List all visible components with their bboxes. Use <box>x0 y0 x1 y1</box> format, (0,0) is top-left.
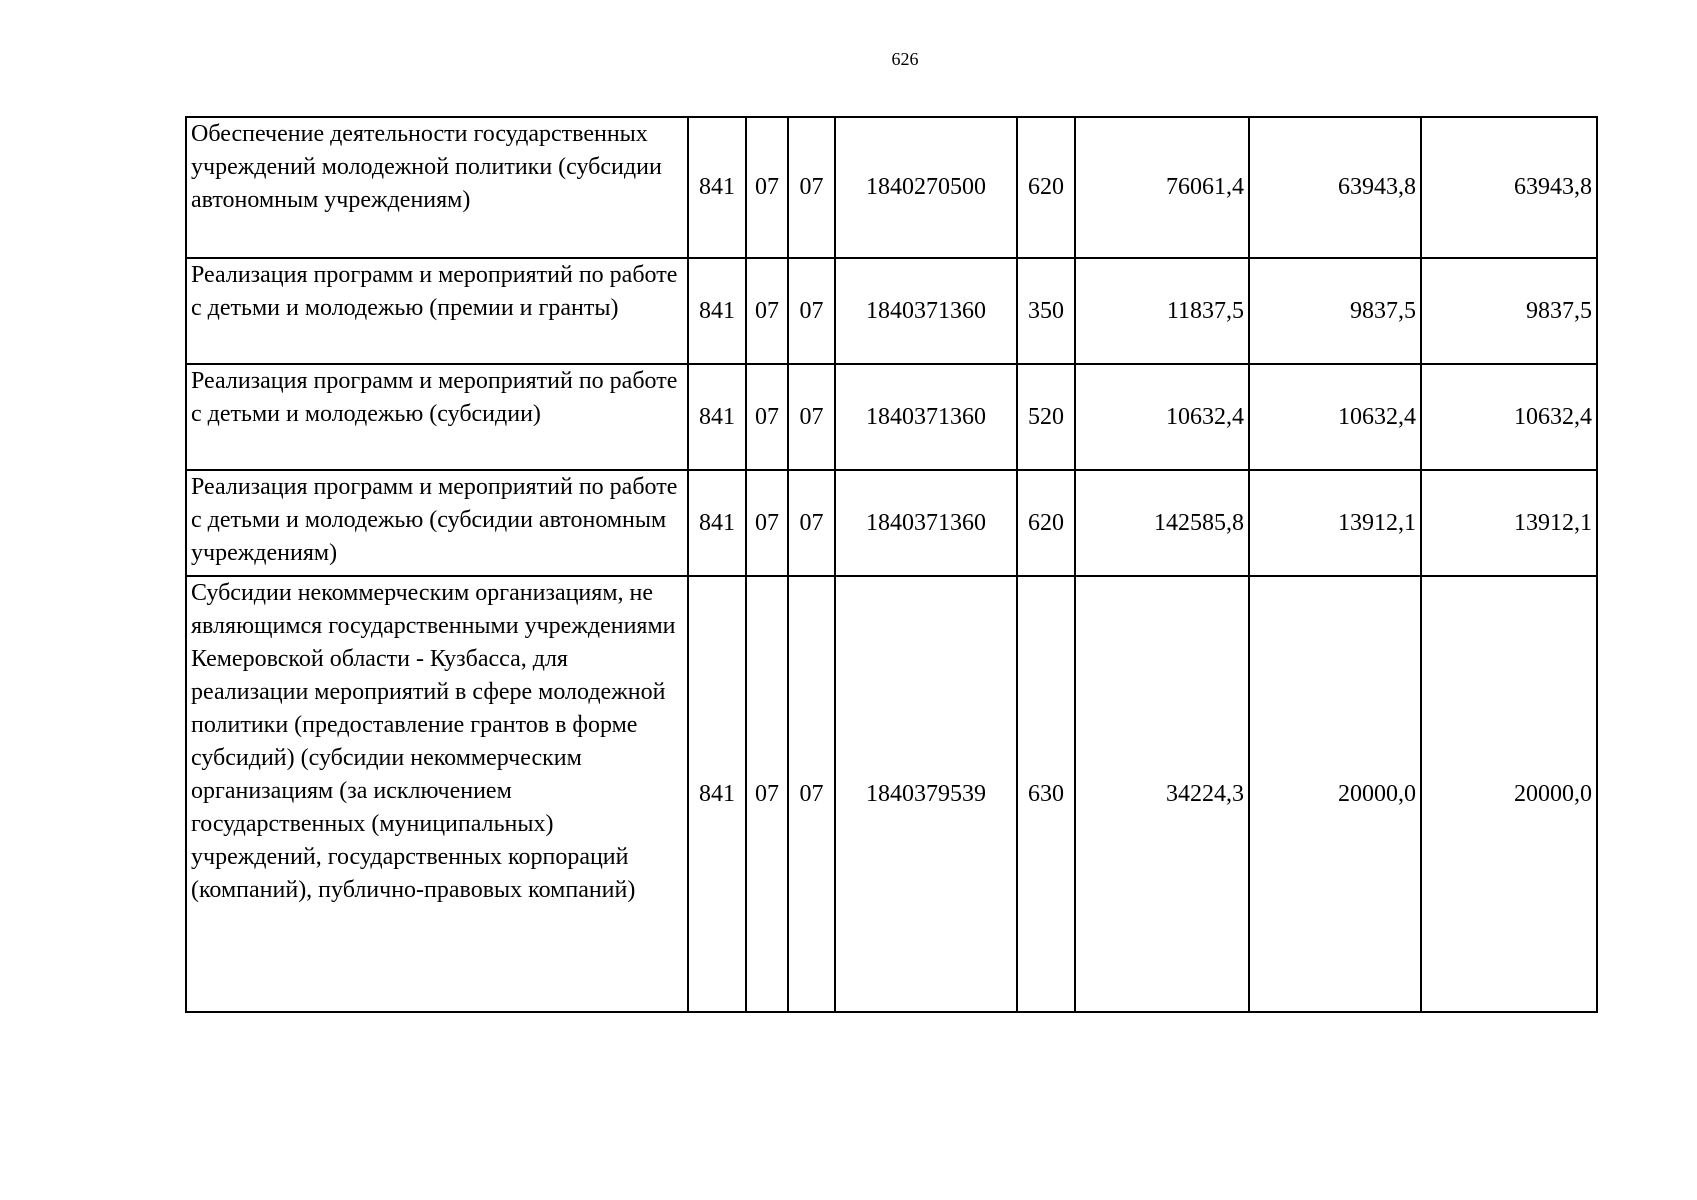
amount-year-3: 13912,1 <box>1421 470 1597 576</box>
subsection-code: 07 <box>788 576 835 1012</box>
target-article-code: 1840371360 <box>835 470 1017 576</box>
amount-year-2: 20000,0 <box>1249 576 1421 1012</box>
expense-type-code: 630 <box>1017 576 1075 1012</box>
amount-year-1: 34224,3 <box>1075 576 1249 1012</box>
section-code: 07 <box>746 364 788 470</box>
section-code: 07 <box>746 470 788 576</box>
amount-year-1: 10632,4 <box>1075 364 1249 470</box>
table-row <box>186 470 1597 576</box>
target-article-code: 1840379539 <box>835 576 1017 1012</box>
expense-type-code: 620 <box>1017 117 1075 258</box>
budget-table <box>185 116 1598 1013</box>
amount-year-2: 10632,4 <box>1249 364 1421 470</box>
amount-year-3: 63943,8 <box>1421 117 1597 258</box>
row-description: Реализация программ и мероприятий по работе с детьми и молодежью (субсидии автономным учреждениям) <box>186 470 688 576</box>
expense-type-code: 620 <box>1017 470 1075 576</box>
row-description: Реализация программ и мероприятий по работе с детьми и молодежью (субсидии) <box>186 364 688 470</box>
ministry-code: 841 <box>688 576 746 1012</box>
amount-year-2: 9837,5 <box>1249 258 1421 364</box>
row-description: Реализация программ и мероприятий по работе с детьми и молодежью (премии и гранты) <box>186 258 688 364</box>
amount-year-2: 63943,8 <box>1249 117 1421 258</box>
row-description: Субсидии некоммерческим организациям, не являющимся государственными учреждениями Кемеровской области - Кузбасса, для реализации мероприятий в сфере молодежной политики (предоставление грантов в форме субсидий) (субсидии некоммерческим организациям (за исключением государственных (муниципальных) учреждений, государственных корпораций (компаний), публично-правовых компаний) <box>186 576 688 1012</box>
page-number: 626 <box>891 49 919 69</box>
expense-type-code: 350 <box>1017 258 1075 364</box>
table-row <box>186 364 1597 470</box>
amount-year-1: 11837,5 <box>1075 258 1249 364</box>
expense-type-code: 520 <box>1017 364 1075 470</box>
amount-year-2: 13912,1 <box>1249 470 1421 576</box>
table-row <box>186 576 1597 1012</box>
amount-year-1: 76061,4 <box>1075 117 1249 258</box>
target-article-code: 1840371360 <box>835 258 1017 364</box>
ministry-code: 841 <box>688 258 746 364</box>
table-row <box>186 258 1597 364</box>
subsection-code: 07 <box>788 258 835 364</box>
target-article-code: 1840371360 <box>835 364 1017 470</box>
amount-year-3: 9837,5 <box>1421 258 1597 364</box>
amount-year-3: 20000,0 <box>1421 576 1597 1012</box>
amount-year-3: 10632,4 <box>1421 364 1597 470</box>
section-code: 07 <box>746 258 788 364</box>
row-description: Обеспечение деятельности государственных учреждений молодежной политики (субсидии автономным учреждениям) <box>186 117 688 258</box>
subsection-code: 07 <box>788 470 835 576</box>
ministry-code: 841 <box>688 117 746 258</box>
table-row <box>186 117 1597 258</box>
section-code: 07 <box>746 117 788 258</box>
subsection-code: 07 <box>788 117 835 258</box>
subsection-code: 07 <box>788 364 835 470</box>
ministry-code: 841 <box>688 364 746 470</box>
ministry-code: 841 <box>688 470 746 576</box>
section-code: 07 <box>746 576 788 1012</box>
target-article-code: 1840270500 <box>835 117 1017 258</box>
amount-year-1: 142585,8 <box>1075 470 1249 576</box>
